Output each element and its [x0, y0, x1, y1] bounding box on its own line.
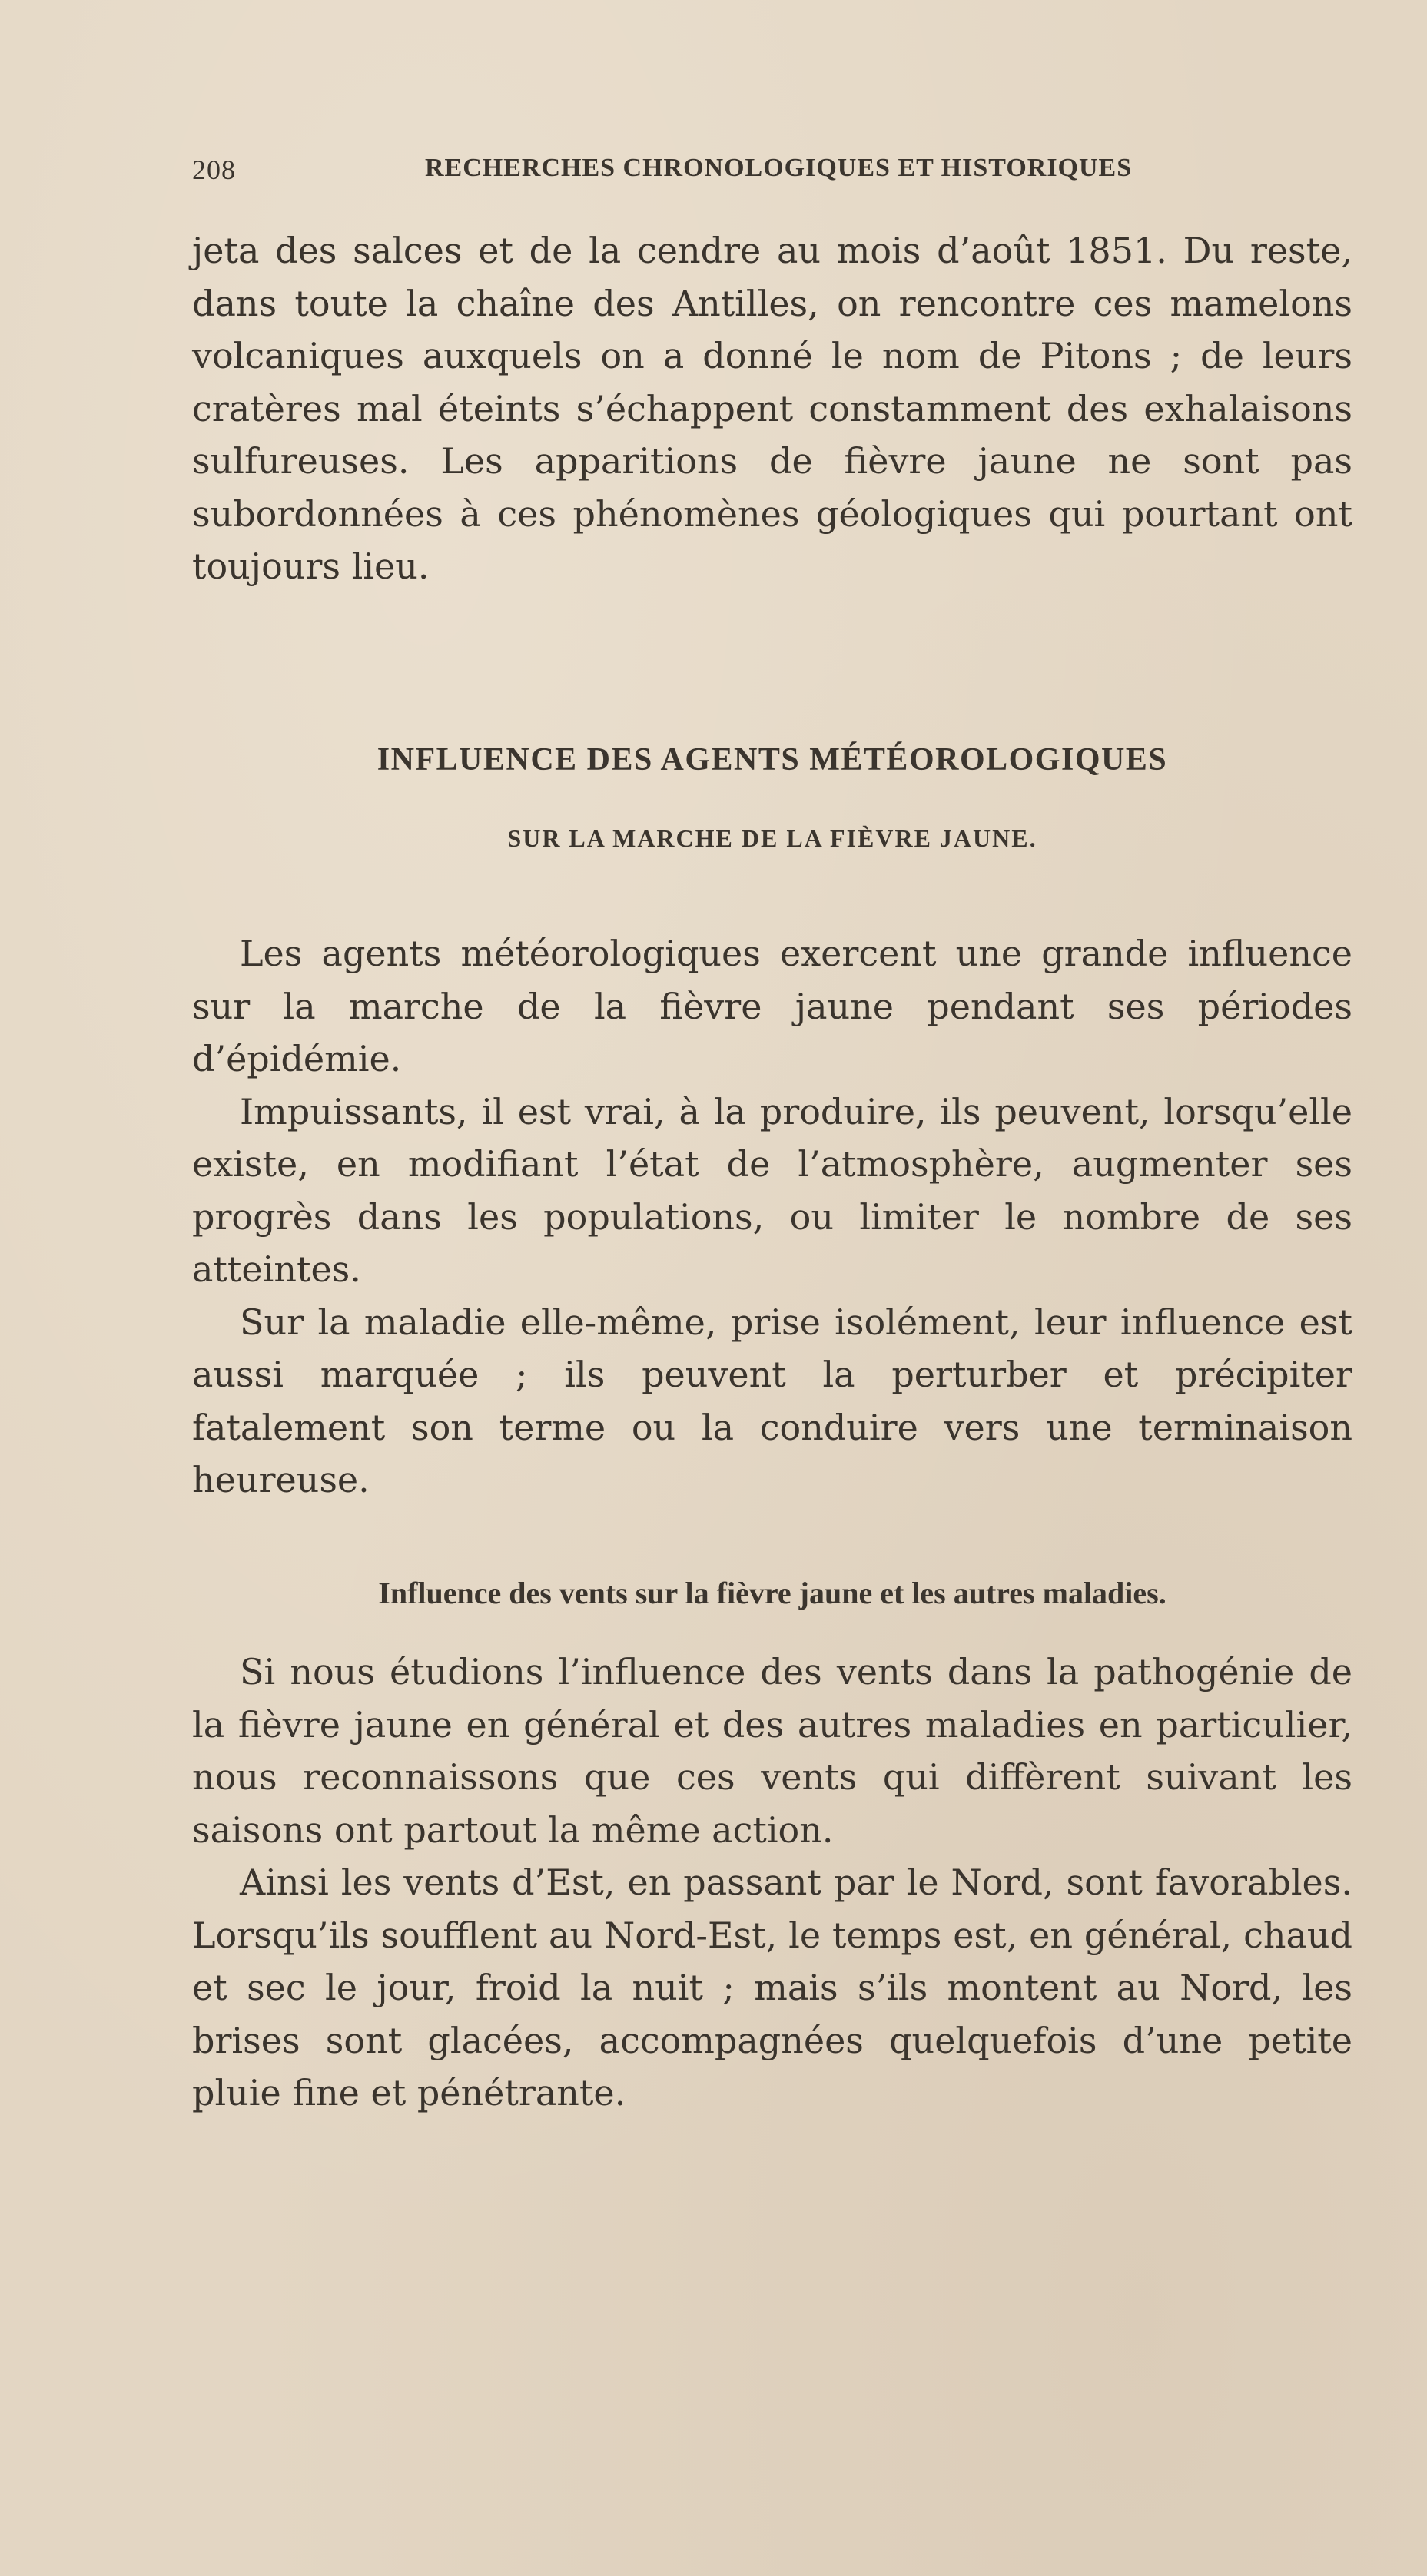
page-number: 208	[192, 154, 236, 185]
running-title: RECHERCHES CHRONOLOGIQUES ET HISTORIQUES	[425, 154, 1133, 182]
intro-text	[192, 224, 1352, 593]
paragraph: Si nous étudions l’influence des vents dans la pathogénie de la fièvre jaune en général et des autres maladies en particulier, nous reconnaissons que ces vents qui diffèrent suivant les saisons ont partout la même action.	[192, 1651, 1352, 1851]
section-title: INFLUENCE DES AGENTS MÉTÉOROLOGIQUES	[377, 742, 1168, 777]
paragraph: Impuissants, il est vrai, à la produire, ils peuvent, lorsqu’elle existe, en modifiant l’état de l’atmosphère, augmenter ses progrès dans les populations, ou limiter le nombre de ses atteintes.	[192, 1090, 1352, 1290]
running-head	[192, 154, 1206, 200]
section-subtitle: SUR LA MARCHE DE LA FIÈVRE JAUNE.	[507, 824, 1037, 852]
paragraph: Ainsi les vents d’Est, en passant par le Nord, sont favorables. Lorsqu’ils soufflent au Nord-Est, le temps est, en général, chaud et sec le jour, froid la nuit ; mais s’ils montent au Nord, les brises sont glacées, accompagnées quelquefois d’une petite pluie fine et pénétrante.	[192, 1862, 1352, 2114]
subsection-title: Influence des vents sur la fièvre jaune et les autres maladies.	[378, 1576, 1166, 1610]
subsection-text	[192, 1646, 1352, 2120]
paragraph: Les agents météorologiques exercent une grande influence sur la marche de la fièvre jaune pendant ses périodes d’épidémie.	[192, 933, 1352, 1079]
paragraph: Sur la maladie elle-même, prise isolément, leur influence est aussi marquée ; ils peuvent la perturber et précipiter fatalement son terme ou la conduire vers une terminaison heureuse.	[192, 1301, 1352, 1500]
paragraph: jeta des salces et de la cendre au mois d’août 1851. Du reste, dans toute la chaîne des Antilles, on rencontre ces mamelons volcaniques auxquels on a donné le nom de Pitons ; de leurs cratères mal éteints s’échappent constamment des exhalaisons sulfureuses. Les apparitions de fièvre jaune ne sont pas subordonnées à ces phénomènes géologiques qui pourtant ont toujours lieu.	[192, 230, 1352, 587]
section-text	[192, 927, 1352, 1507]
